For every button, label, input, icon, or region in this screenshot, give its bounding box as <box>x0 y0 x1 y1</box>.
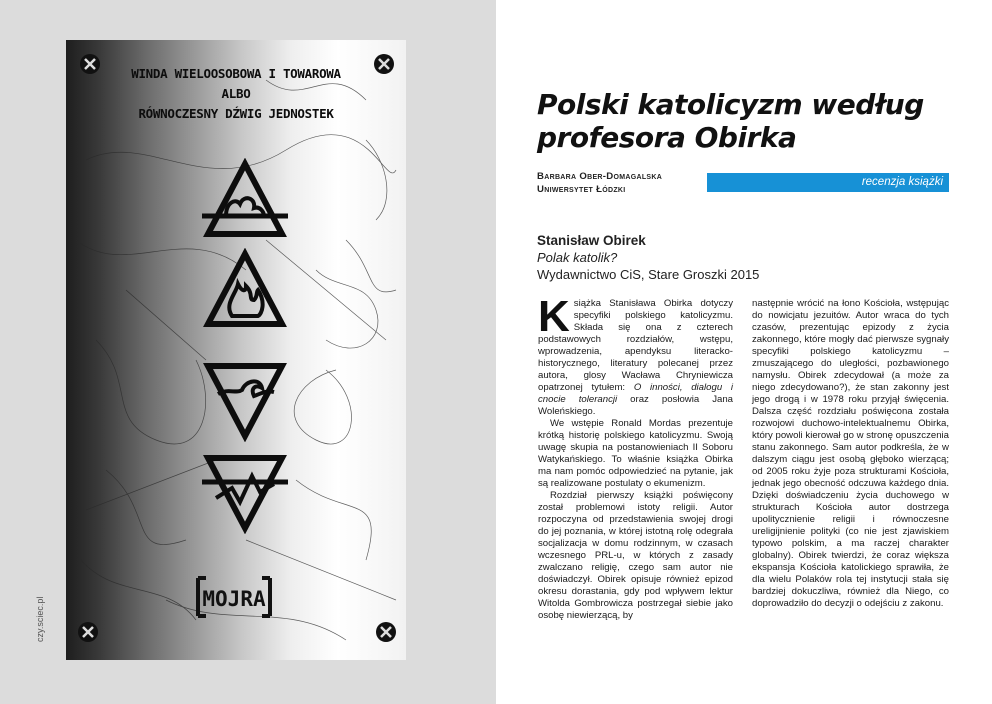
screw-icon <box>372 52 396 76</box>
screw-icon <box>78 52 102 76</box>
category-badge: recenzja książki <box>707 173 949 192</box>
author-name: Barbara Ober-Domagalska <box>537 171 663 182</box>
plate-line-2: ALBO <box>221 86 251 101</box>
paragraph: następnie wrócić na łono Kościoła, wstępując do nowicjatu jezuitów. Autor wraca do tych czasów, prezentując epizody z życia zakonnego, które mogły dać pierwsze sygnały specyfiki polskiego katolicyzmu – zmuszającego do uległości, pozbawionego namysłu. Obirek zdecydował (a może za niego zdecydowano?), że stan zakonny jest jego drogą i w 1978 roku przyjął święcenia. Dalsza część rozdziału poświęcona została rozwojowi duchowo-intelektualnemu Obirka, który powoli kierował go w stronę opuszczenia stanu zakonnego. Sam autor podkreśla, że w dalszym ciągu jest osobą głęboko wierzącą; od 2005 roku żyje poza strukturami Kościoła, jednak jego obecność odczuwa każdego dnia. Dzięki doświadczeniu życia duchowego w strukturach Kościoła autor dostrzega upolitycznienie religii i równoczesne ureligijnienie polityki (co nie jest zjawiskiem typowo polskim, a ma raczej charakter globalny). Obirek twierdzi, że coraz większa ekspansja Kościoła katolickiego sprawiła, że dla wielu Polaków rola tej instytucji stała się bardziej dokuczliwa, również dla Niego, co doprowadziło do decyzji o odejściu z zakonu. <box>752 298 949 609</box>
water-triangle-icon <box>202 360 288 442</box>
book-info <box>537 232 759 283</box>
paragraph-text: siążka Stanisława Obirka dotyczy specyfiki polskiego katolicyzmu. Składa się ona z czterech podstawowych rozdziałów, wstępu, wprowadzenia, apendyksu literacko-historycznego, literatury polecanej przez autora, glosy Wacława Chryniewicza opatrzonej tytułem: <box>538 298 733 393</box>
photo-credit: czy.sciec.pl <box>35 596 45 642</box>
plate-title <box>66 64 406 124</box>
earth-triangle-icon <box>202 158 288 240</box>
drop-cap: K <box>538 292 570 341</box>
screw-icon <box>374 620 398 644</box>
book-title: Polak katolik? <box>537 250 618 265</box>
author-affiliation: Uniwersytet Łódzki <box>537 184 626 195</box>
plate-line-1: WINDA WIELOOSOBOWA I TOWAROWA <box>131 66 341 81</box>
book-publisher: Wydawnictwo CiS, Stare Groszki 2015 <box>537 267 760 282</box>
air-triangle-icon <box>202 452 288 534</box>
plate-line-3: RÓWNOCZESNY DŹWIG JEDNOSTEK <box>138 106 334 121</box>
brand-text: MOJRA <box>202 587 266 611</box>
article-title <box>537 88 957 154</box>
elevator-plate <box>66 40 406 660</box>
title-line-2: profesora Obirka <box>537 121 797 154</box>
paragraph: Rozdział pierwszy książki poświęcony został problemowi istoty religii. Autor rozpoczyna od przedstawienia swojej drogi do jej poznania, w której istotną rolę odegrała socjalizacja w domu rodzinnym, w czasach wczesnego PRL-u, w których z zasady zwalczano religię, czego sam autor nie doświadczył. Obirek opisuje również epizod okresu dorastania, gdy pod wpływem lektur Witolda Gombrowicza postrzegał siebie jako osobę niewierzącą, by <box>538 490 733 621</box>
mojra-logo <box>194 576 274 618</box>
author-block <box>537 170 662 196</box>
title-line-1: Polski katolicyzm według <box>537 88 924 121</box>
paragraph: We wstępie Ronald Mordas prezentuje krótką historię polskiego katolicyzmu. Swoją uwagę skupia na postanowieniach II Soboru Watykańskiego. To właśnie książka Obirka ma nam pomóc odpowiedzieć na pytanie, jak są realizowane postulaty o ekumenizm. <box>538 418 733 489</box>
scratch-marks <box>66 40 406 660</box>
paragraph <box>538 292 734 418</box>
book-author: Stanisław Obirek <box>537 233 646 248</box>
paragraph-text: oraz posłowia Jana Woleńskiego. <box>538 394 734 417</box>
body-column-2 <box>752 298 949 610</box>
screw-icon <box>76 620 100 644</box>
paragraph-italic: O inności, dialogu i cnocie tolerancji <box>538 382 733 405</box>
body-column-1 <box>538 292 734 622</box>
fire-triangle-icon <box>202 248 288 330</box>
